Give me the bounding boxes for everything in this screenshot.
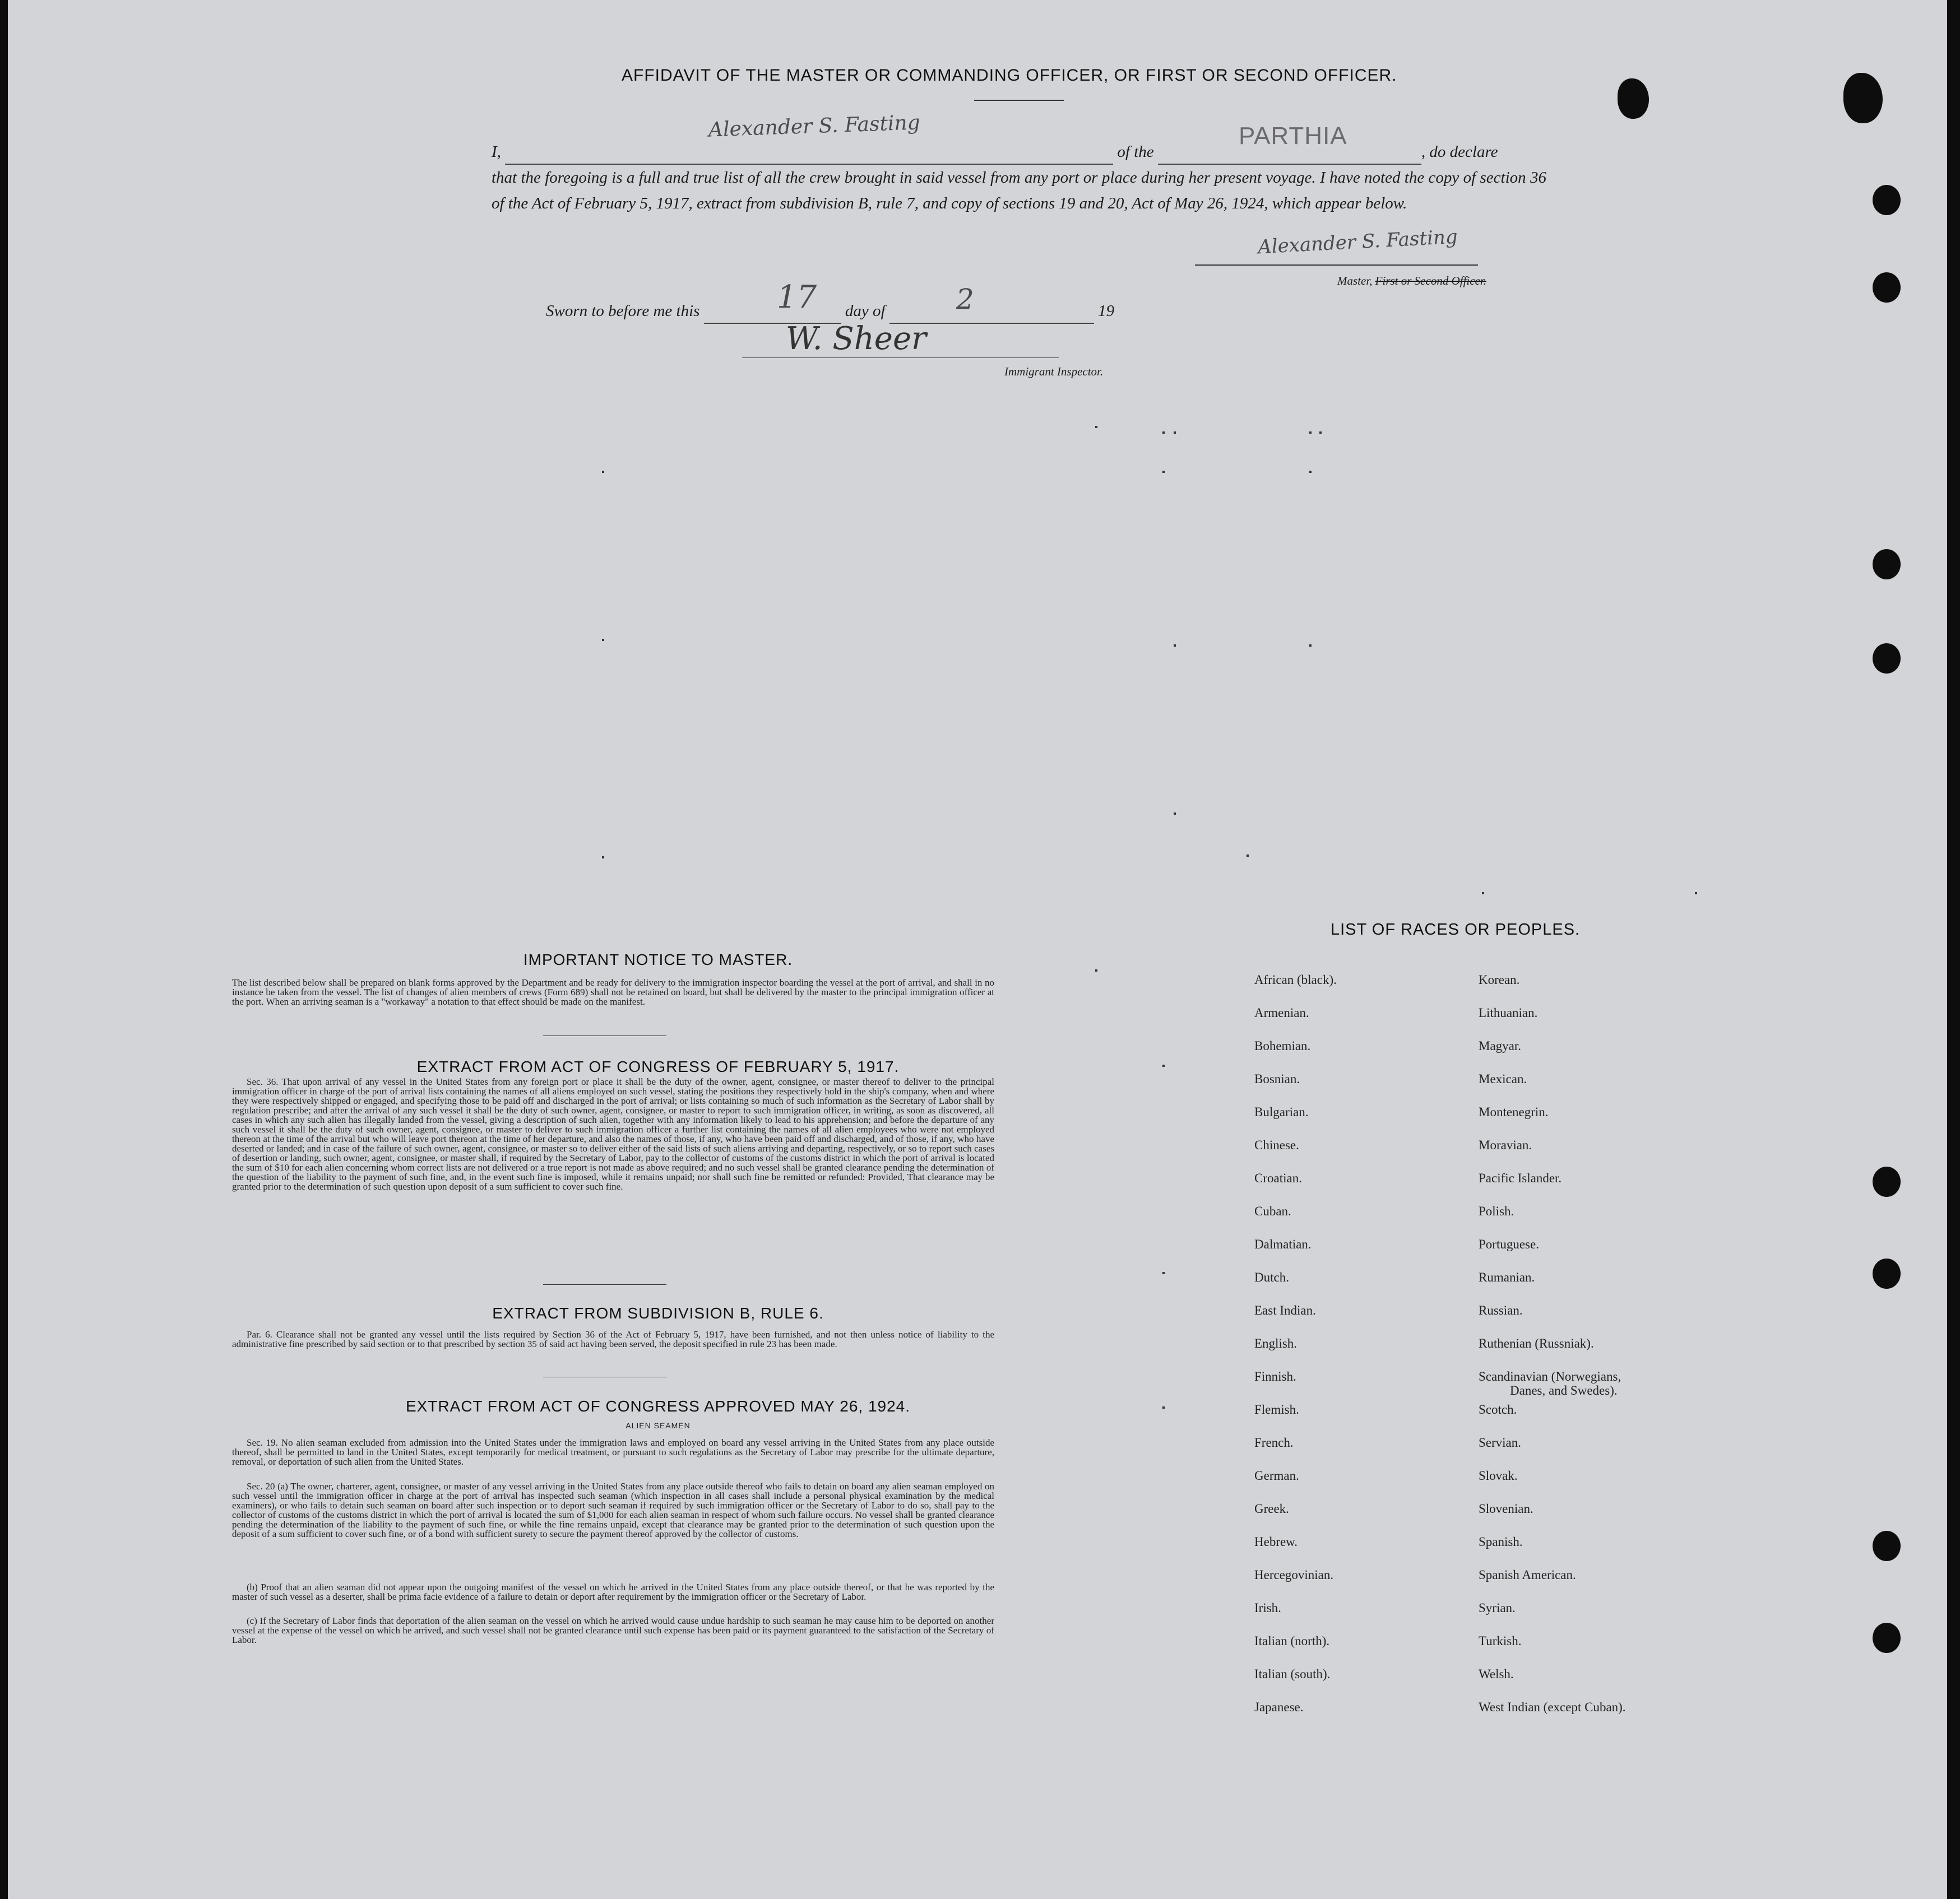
list-dot bbox=[1309, 431, 1312, 434]
list-dot bbox=[1319, 431, 1322, 434]
race-left: Chinese. bbox=[1254, 1138, 1299, 1152]
sworn-prefix: Sworn to before me this bbox=[546, 302, 700, 320]
extract-1924-sec20a: Sec. 20 (a) The owner, charterer, agent, consignee, or master of any vessel arriving in the United States from any place outside thereof who fails to detain on board any alien seaman employed on such vessel until the immigration officer in charge at the port of arrival has inspected such seaman (which inspection in all cases shall include a personal physical examination by the medical examiners), or who fails to detain such seaman on board after such inspection or to deport such seaman if required by such immigration officer or the Secretary of Labor to do so, shall pay to the collector of customs of the customs district in which the port of arrival is located the sum of $1,000 for each alien seaman in respect of whom such failure occurs. No vessel shall be granted clearance pending the determination of the liability to the payment of such fine, or while the fine remains unpaid, except that clearance may be granted prior to the determination of such question upon the deposit of a sum sufficient to cover such fine, or of a bond with sufficient surety to secure the payment thereof approved by the collector of customs. bbox=[232, 1481, 994, 1539]
race-left: Japanese. bbox=[1254, 1700, 1304, 1714]
list-dot bbox=[1095, 969, 1097, 972]
race-left: French. bbox=[1254, 1436, 1294, 1450]
day-of-label: day of bbox=[845, 302, 886, 320]
list-dot bbox=[1247, 855, 1249, 857]
punch-hole bbox=[1873, 185, 1901, 215]
race-right: Rumanian. bbox=[1479, 1270, 1535, 1284]
race-left: Dutch. bbox=[1254, 1270, 1289, 1284]
races-title: LIST OF RACES OR PEOPLES. bbox=[1331, 921, 1581, 939]
extract-1917-rule bbox=[543, 1284, 666, 1285]
race-left: Flemish. bbox=[1254, 1403, 1299, 1417]
sworn-month-handwritten: 2 bbox=[956, 283, 974, 315]
race-right: Spanish. bbox=[1479, 1535, 1523, 1549]
extract-1917-body: Sec. 36. That upon arrival of any vessel in the United States from any foreign port or place it shall be the duty of the owner, agent, consignee, or master thereof to deliver to the principal immigration officer in charge of the port of arrival lists containing the names of all aliens employed on such vessel, stating the positions they respectively hold in the ship's company, when and where they were respectively shipped or engaged, and specifying those to be paid off and discharged in the port of arrival; or lists containing so much of such information as the Secretary of Labor shall by regulation prescribe; and after the arrival of any such vessel it shall be the duty of such owner, agent, consignee, or master to report to such immigration officer, in writing, as soon as discovered, all cases in which any such alien has illegally landed from the vessel, giving a description of such alien, together with any information likely to lead to his apprehension; and before the departure of any such vessel it shall be the duty of such owner, agent, consignee, or master to deliver to such immigration officer a further list containing the names of all alien employees who were not employed thereon at the time of the arrival but who will leave port thereon at the time of her departure, and also the names of those, if any, who have been paid off and discharged, and of those, if any, who have deserted or landed; and in case of the failure of such owner, agent, consignee, or master so to deliver either of the said lists of such aliens arriving and departing, respectively, or so to report such cases of desertion or landing, such owner, agent, consignee, or master shall, if required by the Secretary of Labor, pay to the collector of customs of the customs district in which the port of arrival is located the sum of $10 for each alien concerning whom correct lists are not delivered or a true report is not made as above required; and no such vessel shall be granted clearance pending the determination of the question of the liability to the payment of such fine, and, in the event such fine is imposed, while it remains unpaid; nor shall such fine be remitted or refunded: Provided, That clearance may be granted prior to the determination of such question upon deposit of a sum sufficient to cover such fine. bbox=[232, 1076, 994, 1192]
notice-title: IMPORTANT NOTICE TO MASTER. bbox=[523, 951, 793, 968]
punch-hole bbox=[1873, 643, 1901, 674]
race-right: Scotch. bbox=[1479, 1403, 1517, 1417]
race-right: Mexican. bbox=[1479, 1072, 1527, 1086]
punch-hole bbox=[1873, 272, 1901, 303]
punch-hole bbox=[1873, 1531, 1901, 1561]
extract-rule6-title: EXTRACT FROM SUBDIVISION B, RULE 6. bbox=[492, 1304, 824, 1322]
extract-1917-title: EXTRACT FROM ACT OF CONGRESS OF FEBRUARY 5, 1917. bbox=[416, 1058, 900, 1075]
page-tear bbox=[1843, 73, 1883, 123]
list-dot bbox=[1162, 1406, 1165, 1409]
race-right: Turkish. bbox=[1479, 1634, 1522, 1648]
vessel-name-stamp: PARTHIA bbox=[1239, 122, 1347, 150]
race-right: Slovak. bbox=[1479, 1469, 1518, 1483]
race-left: Bulgarian. bbox=[1254, 1105, 1309, 1119]
race-left: English. bbox=[1254, 1336, 1298, 1350]
race-right: Ruthenian (Russniak). bbox=[1479, 1336, 1594, 1350]
race-left: Dalmatian. bbox=[1254, 1237, 1312, 1251]
list-dot bbox=[1162, 471, 1165, 473]
extract-1924-sec20c: (c) If the Secretary of Labor finds that deportation of the alien seaman on the vessel on which he arrived would cause undue hardship to such seaman he may cause him to be deported on another vessel at the expense of the vessel on which he arrived, and such vessel shall not be granted clearance until such expense has been paid or its payment guaranteed to the satisfaction of the Secretary of Labor. bbox=[232, 1615, 994, 1645]
race-left: Hebrew. bbox=[1254, 1535, 1298, 1549]
sworn-day-handwritten: 17 bbox=[777, 279, 817, 315]
list-dot bbox=[602, 639, 604, 641]
list-dot bbox=[1162, 1065, 1165, 1067]
race-left: Bohemian. bbox=[1254, 1039, 1311, 1053]
list-dot bbox=[1482, 892, 1484, 894]
inspector-signature-line bbox=[742, 357, 1059, 358]
race-left: Finnish. bbox=[1254, 1369, 1296, 1383]
list-dot bbox=[1174, 644, 1176, 647]
race-right: Servian. bbox=[1479, 1436, 1522, 1450]
declaration-body: that the foregoing is a full and true list of all the crew brought in said vessel from any port or place during her present voyage. I have noted the copy of section 36 of the Act of February 5, 1917, extract from subdivision B, rule 7, and copy of sections 19 and 20, Act of May 26, 1924, which appear below. bbox=[492, 169, 1546, 212]
race-right: Pacific Islander. bbox=[1479, 1171, 1562, 1185]
list-dot bbox=[1309, 644, 1312, 647]
race-right: West Indian (except Cuban). bbox=[1479, 1700, 1626, 1714]
race-left: Italian (north). bbox=[1254, 1634, 1330, 1648]
race-right: Lithuanian. bbox=[1479, 1006, 1538, 1020]
race-left: Cuban. bbox=[1254, 1204, 1291, 1218]
extract-1924-title: EXTRACT FROM ACT OF CONGRESS APPROVED MAY 26, 1924. bbox=[405, 1397, 911, 1415]
caption-struck: First or Second Officer. bbox=[1375, 274, 1486, 287]
race-right: Moravian. bbox=[1479, 1138, 1532, 1152]
list-dot bbox=[602, 471, 604, 473]
signature-caption bbox=[1337, 272, 1486, 289]
punch-hole bbox=[1873, 1623, 1901, 1653]
race-left: German. bbox=[1254, 1469, 1299, 1483]
master-name-field[interactable] bbox=[505, 145, 1113, 165]
race-right: Spanish American. bbox=[1479, 1568, 1576, 1582]
master-signature: Alexander S. Fasting bbox=[1257, 225, 1458, 259]
extract-1924-subtitle: ALIEN SEAMEN bbox=[625, 1421, 691, 1430]
signature-line bbox=[1195, 264, 1478, 266]
notice-body: The list described below shall be prepared on blank forms approved by the Department and be ready for delivery to the immigration inspector boarding the vessel at the port of arrival, and shall in no instance be taken from the vessel. The list of changes of alien members of crews (Form 689) shall not be retained on board, but shall be delivered by the master to the principal immigration officer at the port. When an arriving seaman is a "workaway" a notation to that effect should be made on the manifest. bbox=[232, 977, 994, 1007]
list-dot bbox=[1162, 1272, 1165, 1274]
race-left: Croatian. bbox=[1254, 1171, 1302, 1185]
year-prefix: 19 bbox=[1098, 302, 1115, 320]
race-right: Russian. bbox=[1479, 1303, 1523, 1317]
race-left: Hercegovinian. bbox=[1254, 1568, 1334, 1582]
race-right: Scandinavian (Norwegians, bbox=[1479, 1369, 1621, 1383]
extract-1924-sec19: Sec. 19. No alien seaman excluded from admission into the United States under the immigration laws and employed on board any vessel arriving in the United States from any place outside thereof, shall be permitted to land in the United States, except temporarily for medical treatment, or pursuant to such regulations as the Secretary of Labor may prescribe for the ultimate departure, removal, or deportation of such alien from the United States. bbox=[232, 1437, 994, 1467]
race-right-continuation: Danes, and Swedes). bbox=[1510, 1383, 1618, 1397]
do-declare-label: , do declare bbox=[1421, 143, 1498, 161]
race-left: African (black). bbox=[1254, 973, 1337, 987]
race-right: Portuguese. bbox=[1479, 1237, 1539, 1251]
list-dot bbox=[1695, 892, 1697, 894]
inspector-caption: Immigrant Inspector. bbox=[1004, 365, 1104, 378]
of-the-label: of the bbox=[1117, 143, 1154, 161]
race-right: Polish. bbox=[1479, 1204, 1514, 1218]
race-left: East Indian. bbox=[1254, 1303, 1316, 1317]
race-right: Slovenian. bbox=[1479, 1502, 1533, 1516]
race-left: Armenian. bbox=[1254, 1006, 1309, 1020]
punch-hole bbox=[1873, 549, 1901, 579]
list-dot bbox=[1174, 812, 1176, 815]
race-right: Magyar. bbox=[1479, 1039, 1522, 1053]
list-dot bbox=[1095, 426, 1097, 428]
list-dot bbox=[602, 856, 604, 858]
race-left: Italian (south). bbox=[1254, 1667, 1331, 1681]
extract-1924-sec20b: (b) Proof that an alien seaman did not appear upon the outgoing manifest of the vessel on which he arrived in the United States from any place outside thereof, or that he was reported by the master of such vessel as a deserter, shall be prima facie evidence of a failure to detain or deport after requirement by the immigration officer or the Secretary of Labor. bbox=[232, 1582, 994, 1602]
caption-master: Master, bbox=[1337, 274, 1373, 287]
declarant-prefix: I, bbox=[492, 143, 501, 161]
extract-rule6-body: Par. 6. Clearance shall not be granted any vessel until the lists required by Section 36 of the Act of February 5, 1917, have been furnished, and not then unless notice of liability to the administrative fine prescribed by said section or to that prescribed by section 35 of said act having been served, the deposit specified in rule 23 has been made. bbox=[232, 1329, 994, 1349]
race-left: Greek. bbox=[1254, 1502, 1289, 1516]
heading-rule bbox=[974, 100, 1064, 101]
race-left: Bosnian. bbox=[1254, 1072, 1300, 1086]
punch-hole bbox=[1873, 1167, 1901, 1197]
list-dot bbox=[1162, 431, 1165, 434]
declaration-line-1 bbox=[492, 139, 1551, 165]
document-page bbox=[8, 0, 1947, 1899]
punch-hole bbox=[1873, 1259, 1901, 1289]
affidavit-heading: AFFIDAVIT OF THE MASTER OR COMMANDING OFFICER, OR FIRST OR SECOND OFFICER. bbox=[622, 66, 1397, 85]
race-right: Welsh. bbox=[1479, 1667, 1514, 1681]
inspector-signature: W. Sheer bbox=[786, 321, 926, 357]
ink-blot bbox=[1618, 78, 1649, 119]
race-right: Montenegrin. bbox=[1479, 1105, 1549, 1119]
list-dot bbox=[1174, 431, 1176, 434]
list-dot bbox=[1309, 471, 1312, 473]
race-right: Korean. bbox=[1479, 973, 1520, 987]
race-right: Syrian. bbox=[1479, 1601, 1516, 1615]
master-name-handwritten: Alexander S. Fasting bbox=[708, 111, 921, 142]
race-left: Irish. bbox=[1254, 1601, 1281, 1615]
